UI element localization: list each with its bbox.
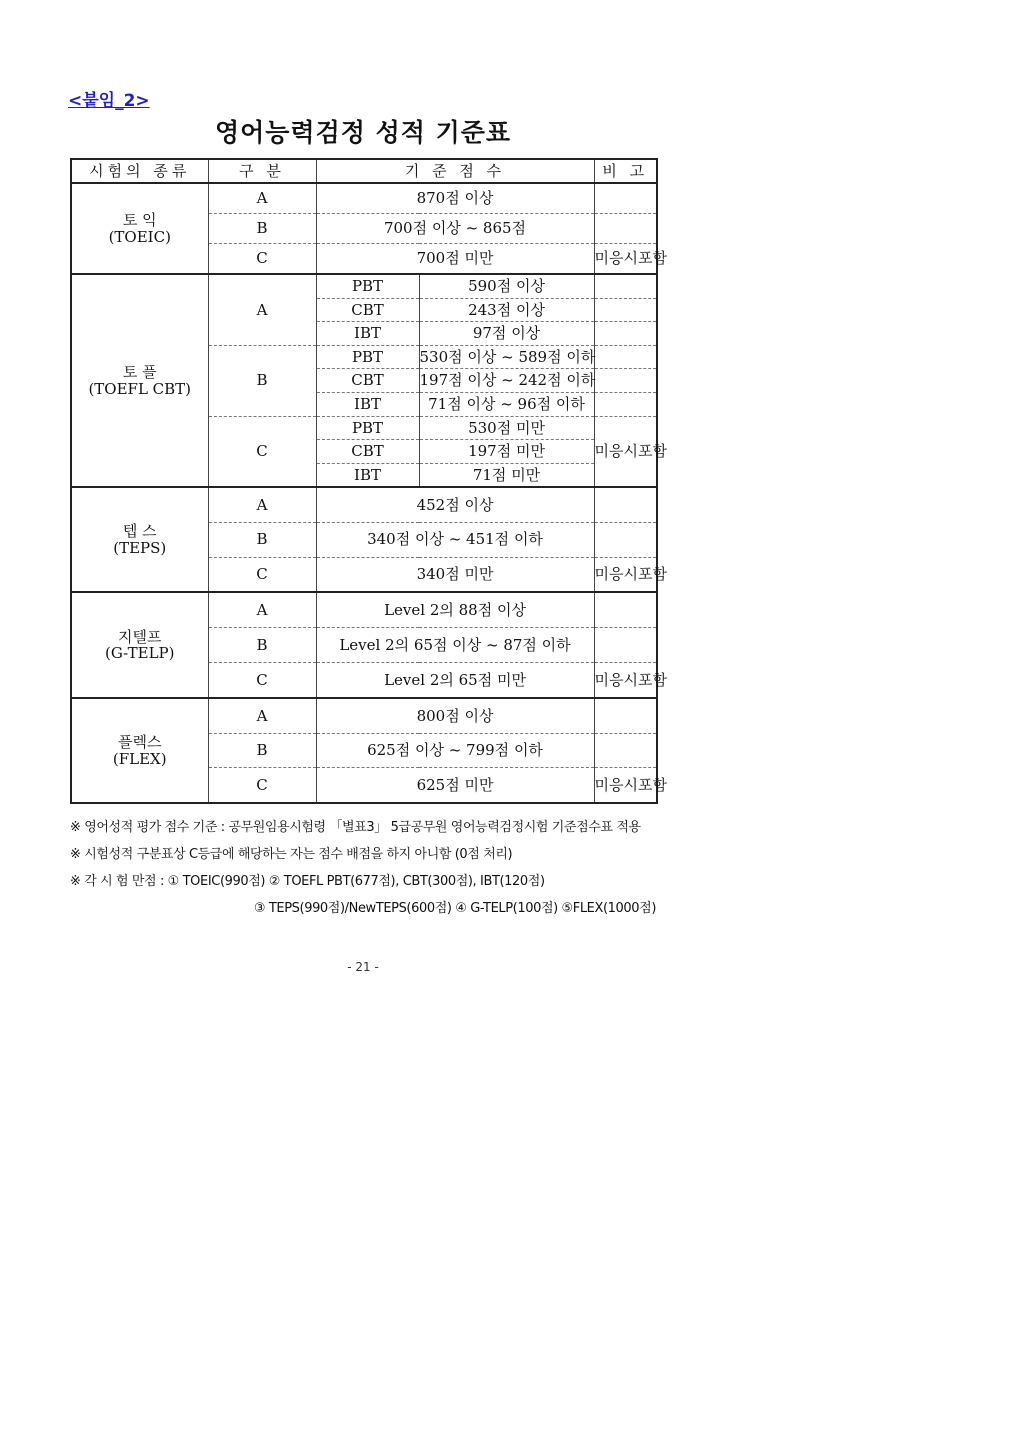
test-type-cell: PBT [316, 345, 419, 369]
score-cell: 71점 이상 ~ 96점 이하 [419, 392, 594, 416]
header-remark: 비 고 [594, 159, 657, 183]
remark-cell: 미응시포함 [594, 244, 657, 275]
grade-cell: A [208, 698, 316, 733]
exam-name-ko: 토 플 [122, 363, 157, 382]
footnote: ※ 시험성적 구분표상 C등급에 해당하는 자는 점수 배점을 하지 아니함 (0점 처리) [70, 847, 513, 862]
grade-cell: A [208, 274, 316, 345]
remark-cell [594, 733, 657, 768]
footnotes [70, 814, 660, 922]
score-cell: 197점 이상 ~ 242점 이하 [419, 369, 594, 393]
grade-cell: C [208, 663, 316, 699]
remark-cell [594, 522, 657, 557]
exam-name-en: (FLEX) [112, 749, 167, 768]
remark-cell [594, 369, 657, 393]
test-type-cell: PBT [316, 416, 419, 440]
grade-cell: A [208, 183, 316, 214]
remark-cell [594, 322, 657, 346]
exam-toeic [71, 183, 208, 274]
score-table [70, 158, 667, 804]
grade-cell: C [208, 557, 316, 592]
remark-cell [594, 214, 657, 244]
page-number: - 21 - [347, 960, 379, 974]
score-cell: Level 2의 65점 미만 [316, 663, 594, 699]
score-cell: 625점 이상 ~ 799점 이하 [316, 733, 594, 768]
grade-cell: C [208, 244, 316, 275]
table-row [71, 274, 657, 298]
table-row [71, 183, 657, 214]
table-row [71, 592, 657, 628]
header-exam: 시험의 종류 [71, 159, 208, 183]
remark-cell: 미응시포함 [594, 557, 657, 592]
remark-cell [594, 345, 657, 369]
exam-flex [71, 698, 208, 803]
score-cell: Level 2의 65점 이상 ~ 87점 이하 [316, 628, 594, 663]
remark-cell [594, 592, 657, 628]
header-grade: 구 분 [208, 159, 316, 183]
exam-name-ko: 텝 스 [122, 522, 157, 541]
footnote: ※ 영어성적 평가 점수 기준 : 공무원임용시험령 「별표3」 5급공무원 영어능력검정시험 기준점수표 적용 [70, 820, 641, 835]
score-cell: 340점 미만 [316, 557, 594, 592]
score-cell: 97점 이상 [419, 322, 594, 346]
exam-teps [71, 487, 208, 592]
footnote: ③ TEPS(990점)/NewTEPS(600점) ④ G-TELP(100점) ⑤FLEX(1000점) [253, 901, 656, 916]
table-row [71, 698, 657, 733]
score-cell: 530점 미만 [419, 416, 594, 440]
exam-name-en: (TOEFL CBT) [88, 379, 192, 398]
footnote: ※ 각 시 험 만점 : ① TOEIC(990점) ② TOEFL PBT(677점), CBT(300점), IBT(120점) [70, 874, 545, 889]
grade-cell: B [208, 733, 316, 768]
score-cell: Level 2의 88점 이상 [316, 592, 594, 628]
test-type-cell: CBT [316, 369, 419, 393]
remark-cell [594, 298, 657, 322]
grade-cell: A [208, 592, 316, 628]
test-type-cell: IBT [316, 392, 419, 416]
remark-cell [594, 392, 657, 416]
grade-cell: C [208, 416, 316, 487]
remark-cell: 미응시포함 [594, 768, 657, 803]
exam-name-en: (G-TELP) [104, 644, 175, 663]
score-cell: 530점 이상 ~ 589점 이하 [419, 345, 594, 369]
remark-cell [594, 274, 657, 298]
score-cell: 625점 미만 [316, 768, 594, 803]
test-type-cell: IBT [316, 322, 419, 346]
exam-toefl [71, 274, 208, 487]
grade-cell: C [208, 768, 316, 803]
remark-cell [594, 183, 657, 214]
table-row [71, 487, 657, 522]
score-cell: 700점 이상 ~ 865점 [316, 214, 594, 244]
table-header-row [71, 159, 657, 183]
score-cell: 700점 미만 [316, 244, 594, 275]
score-cell: 340점 이상 ~ 451점 이하 [316, 522, 594, 557]
test-type-cell: CBT [316, 440, 419, 464]
remark-cell [594, 628, 657, 663]
exam-name-ko: 지텔프 [118, 627, 162, 646]
score-cell: 243점 이상 [419, 298, 594, 322]
score-cell: 870점 이상 [316, 183, 594, 214]
exam-name-ko: 토 익 [122, 211, 157, 229]
score-cell: 590점 이상 [419, 274, 594, 298]
remark-cell: 미응시포함 [594, 663, 657, 699]
score-cell: 71점 미만 [419, 463, 594, 487]
exam-name-ko: 플렉스 [118, 733, 162, 752]
grade-cell: B [208, 345, 316, 416]
exam-name-en: (TOEIC) [108, 227, 171, 246]
grade-cell: A [208, 487, 316, 522]
grade-cell: B [208, 522, 316, 557]
grade-cell: B [208, 214, 316, 244]
remark-cell: 미응시포함 [594, 416, 657, 487]
attachment-label: <붙임_2> [68, 91, 150, 111]
page-title: 영어능력검정 성적 기준표 [214, 118, 512, 147]
grade-cell: B [208, 628, 316, 663]
score-cell: 800점 이상 [316, 698, 594, 733]
test-type-cell: PBT [316, 274, 419, 298]
exam-name-en: (TEPS) [113, 538, 167, 557]
score-cell: 197점 미만 [419, 440, 594, 464]
test-type-cell: CBT [316, 298, 419, 322]
remark-cell [594, 487, 657, 522]
test-type-cell: IBT [316, 463, 419, 487]
remark-cell [594, 698, 657, 733]
header-score: 기 준 점 수 [316, 159, 594, 183]
exam-gtelp [71, 592, 208, 698]
score-cell: 452점 이상 [316, 487, 594, 522]
